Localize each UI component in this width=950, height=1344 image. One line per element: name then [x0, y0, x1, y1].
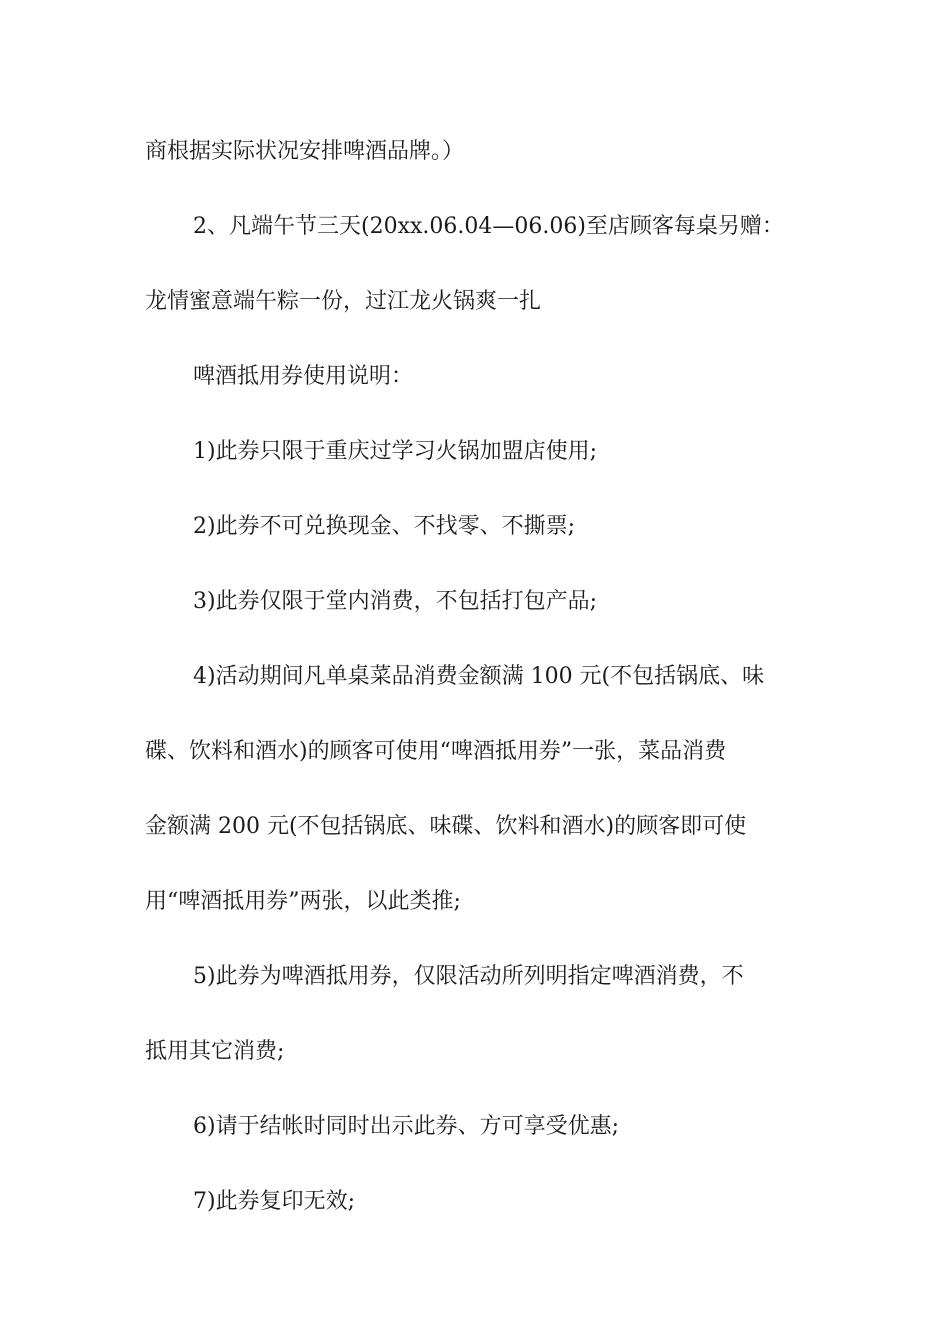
text-line: 龙情蜜意端午粽一份，过江龙火锅爽一扎	[145, 289, 542, 314]
text-line: 碟、饮料和酒水)的顾客可使用“啤酒抵用券”一张，菜品消费	[145, 739, 727, 764]
text-line: 1)此券只限于重庆过学习火锅加盟店使用;	[193, 439, 597, 464]
text-line: 商根据实际状况安排啤酒品牌。）	[145, 139, 465, 164]
text-line: 6)请于结帐时同时出示此券、方可享受优惠;	[193, 1114, 619, 1139]
section-heading: 啤酒抵用券使用说明：	[193, 364, 414, 389]
text-line: 7)此券复印无效;	[193, 1189, 355, 1214]
text-line: 2、凡端午节三天(20xx.06.04—06.06)至店顾客每桌另赠：	[193, 214, 784, 239]
text-line: 5)此券为啤酒抵用券，仅限活动所列明指定啤酒消费，不	[193, 964, 744, 989]
text-line: 用“啤酒抵用券”两张，以此类推;	[145, 889, 461, 914]
text-line: 抵用其它消费;	[145, 1039, 285, 1064]
text-line: 金额满 200 元(不包括锅底、味碟、饮料和酒水)的顾客即可使	[145, 814, 747, 839]
text-line: 3)此券仅限于堂内消费，不包括打包产品;	[193, 589, 597, 614]
text-line: 2)此券不可兑换现金、不找零、不撕票;	[193, 514, 575, 539]
text-line: 4)活动期间凡单桌菜品消费金额满 100 元(不包括锅底、味	[193, 664, 765, 689]
